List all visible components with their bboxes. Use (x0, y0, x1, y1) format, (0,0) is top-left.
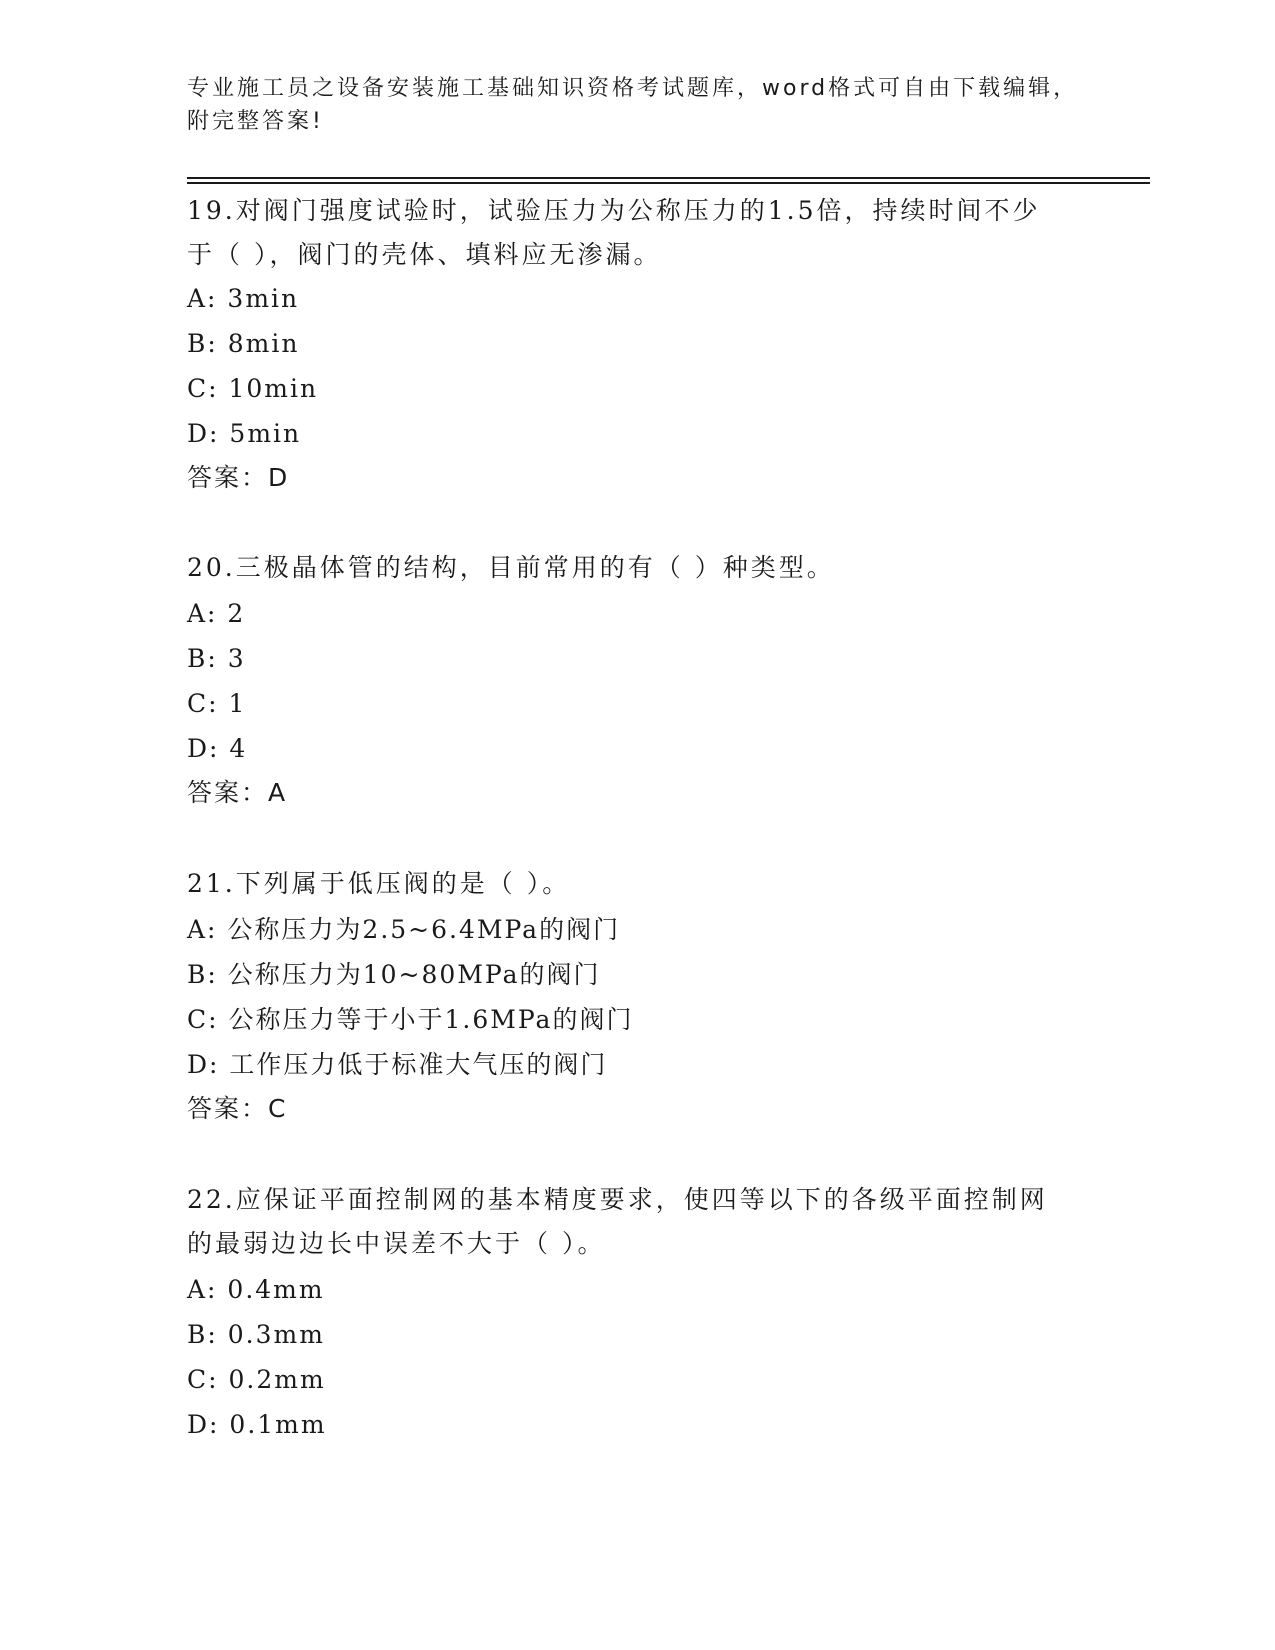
question-20-answer: 答案：A (187, 778, 288, 807)
question-20-option-b: B: 3 (187, 644, 246, 673)
question-22-stem-line-2: 的最弱边边长中误差不大于（ ）。 (187, 1229, 606, 1258)
question-21-option-b: B: 公称压力为10~80MPa的阀门 (187, 960, 601, 989)
question-19-answer: 答案：D (187, 463, 290, 492)
question-19-stem (187, 189, 1087, 277)
question-21-stem (187, 862, 1087, 906)
question-19-option-c: C: 10min (187, 374, 319, 403)
header-divider-bottom (187, 182, 1150, 184)
question-20-stem-line-1: 20.三极晶体管的结构，目前常用的有（ ）种类型。 (187, 553, 835, 582)
question-21-option-d: D: 工作压力低于标准大气压的阀门 (187, 1050, 608, 1079)
question-19-stem-line-1: 19.对阀门强度试验时，试验压力为公称压力的1.5倍，持续时间不少 (187, 196, 1041, 225)
question-19-stem-line-2: 于（ ），阀门的壳体、填料应无渗漏。 (187, 240, 662, 269)
question-19-option-a: A: 3min (187, 284, 300, 313)
question-22-option-d: D: 0.1mm (187, 1410, 327, 1439)
question-22-stem (187, 1178, 1087, 1266)
question-21-answer: 答案：C (187, 1094, 288, 1123)
header-divider-top (187, 177, 1150, 179)
header-line-2: 附完整答案! (187, 109, 324, 134)
header-line-1: 专业施工员之设备安装施工基础知识资格考试题库，word格式可自由下载编辑， (187, 76, 1079, 101)
question-20-option-a: A: 2 (187, 599, 246, 628)
question-22-option-a: A: 0.4mm (187, 1275, 325, 1304)
question-20-option-d: D: 4 (187, 734, 248, 763)
question-19-option-b: B: 8min (187, 329, 300, 358)
question-22-option-b: B: 0.3mm (187, 1320, 325, 1349)
question-19-option-d: D: 5min (187, 419, 302, 448)
question-21-option-c: C: 公称压力等于小于1.6MPa的阀门 (187, 1005, 634, 1034)
document-header (187, 72, 1087, 138)
question-21-option-a: A: 公称压力为2.5~6.4MPa的阀门 (187, 915, 621, 944)
question-21-stem-line-1: 21.下列属于低压阀的是（ ）。 (187, 869, 571, 898)
question-20-option-c: C: 1 (187, 689, 247, 718)
question-22-option-c: C: 0.2mm (187, 1365, 326, 1394)
question-20-stem (187, 546, 1087, 590)
question-22-stem-line-1: 22.应保证平面控制网的基本精度要求，使四等以下的各级平面控制网 (187, 1185, 1048, 1214)
